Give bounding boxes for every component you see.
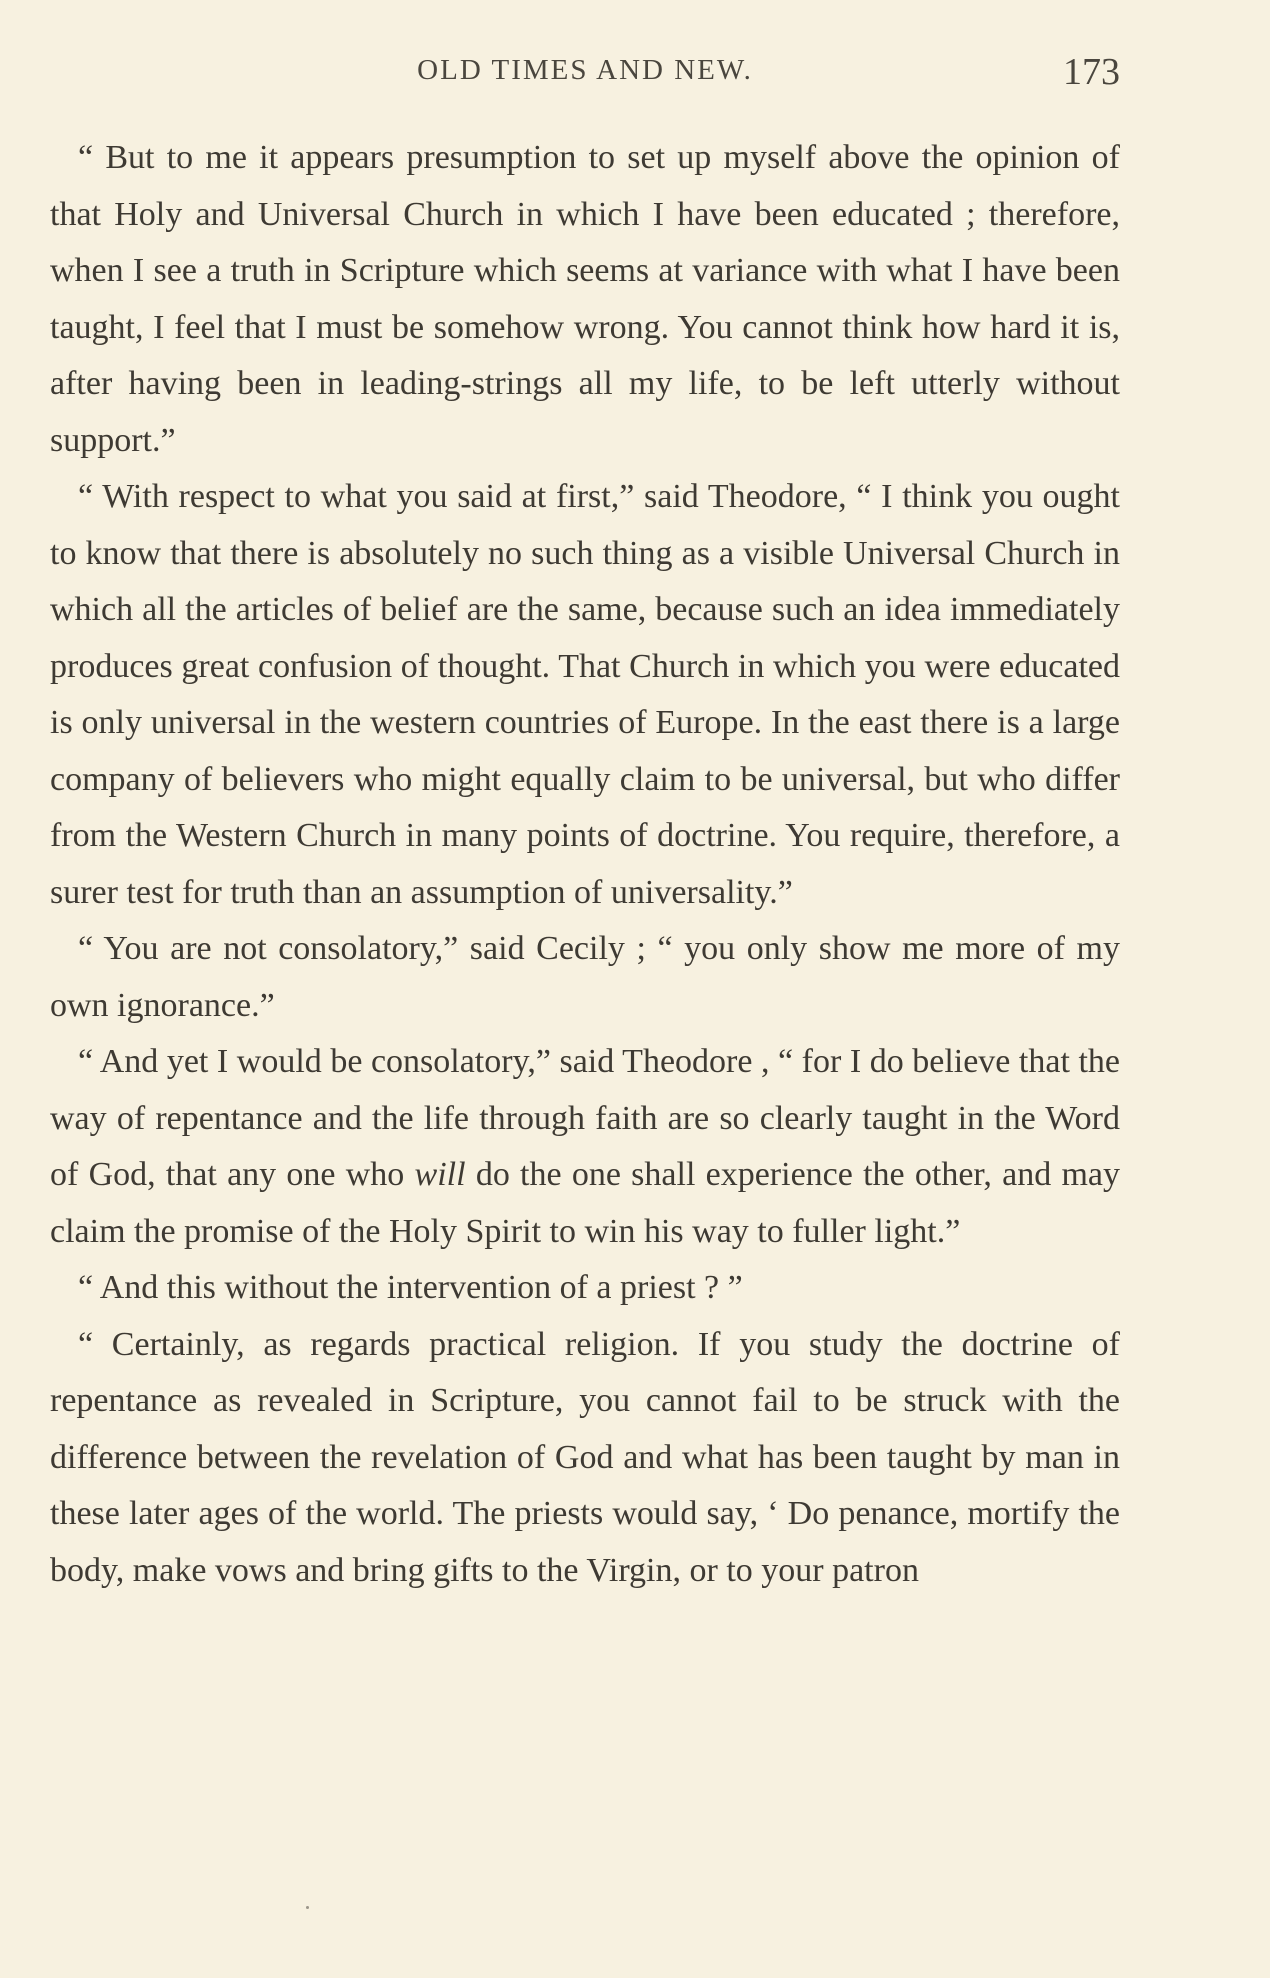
emphasized-word: will <box>414 1156 466 1193</box>
paper-speck <box>306 1906 309 1909</box>
paragraph: “ Certainly, as regards practical religion. If you study the doctrine of repentance as revealed in Scripture, you cannot fail to be struck with the difference between the revelation of God and what has been taught by man in these later ages of the world. The priests would say, ‘ Do penance, mortify the body, make vows and bring gifts to the Virgin, or to your patron <box>50 1325 1120 1589</box>
paragraph: “ But to me it appears presumption to set up myself above the opinion of that Holy and Universal Church in which I have been educated ; therefore, when I see a truth in Scripture which seems at variance with what I have been taught, I feel that I must be somehow wrong. You cannot think how hard it is, after having been in leading-strings all my life, to be left utterly without support.” <box>50 139 1120 459</box>
running-head: OLD TIMES AND NEW. <box>417 54 753 86</box>
body-text <box>50 130 1120 1599</box>
paragraph: “ With respect to what you said at first,” said Theodore, “ I think you ought to know that there is absolutely no such thing as a visible Universal Church in which all the articles of belief are the same, because such an idea immediately produces great confusion of thought. That Church in which you were educated is only universal in the western countries of Europe. In the east there is a large company of believers who might equally claim to be universal, but who differ from the Western Church in many points of doctrine. You require, therefore, a surer test for truth than an assumption of universality.” <box>50 478 1120 911</box>
page-header <box>50 46 1120 106</box>
paragraph-text-after-emphasis: do the one shall experience the other, and may claim the promise of the Holy Spirit to win his way to fuller light.” <box>50 1156 1120 1250</box>
paragraph <box>50 1034 1120 1260</box>
paragraph: “ You are not consolatory,” said Cecily ; “ you only show me more of my own ignorance.” <box>50 930 1120 1024</box>
paragraph-text-before-emphasis: “ And yet I would be consolatory,” said Theodore , “ for I do believe that the way of repentance and the life through faith are so clearly taught in the Word of God, that any one who <box>50 1043 1120 1193</box>
paragraph: “ And this without the intervention of a priest ? ” <box>78 1269 743 1306</box>
page-number: 173 <box>1063 51 1120 93</box>
